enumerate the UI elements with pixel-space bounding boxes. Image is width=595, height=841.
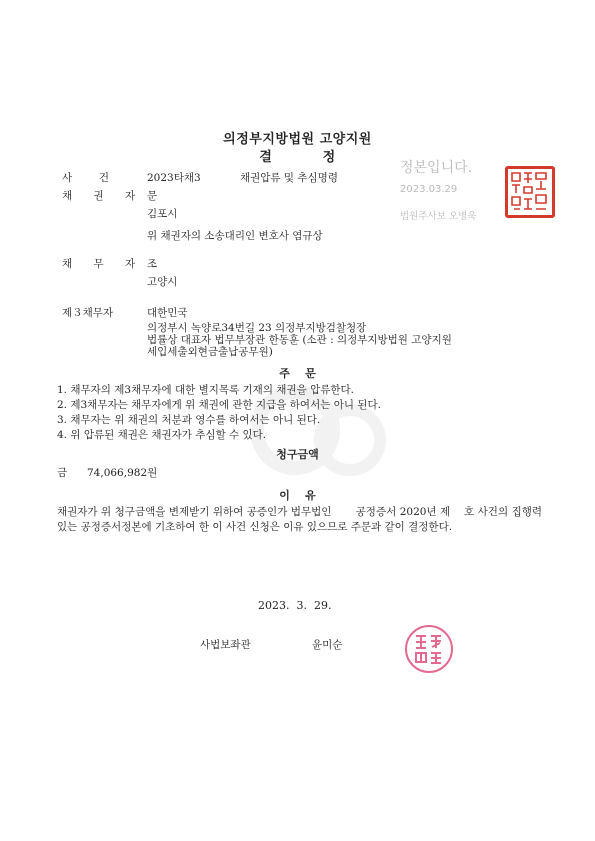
third-debtor-name: 대한민국 <box>147 307 188 319</box>
third-debtor-label: 제３채무자 <box>62 307 114 319</box>
signatory-title: 사법보좌관 <box>200 639 251 651</box>
reason-text: 채권자가 위 청구금액을 변제받기 위하여 공증인가 법무법인 공정증서 2020년 제 호 사건의 집행력 있는 공정증서정본에 기초하여 한 이 사건 신청은 이유 있으므로 주문과 같이 결정한다. <box>57 506 546 533</box>
court-seal-mark <box>508 169 552 215</box>
order-heading: 주 문 <box>279 367 316 380</box>
officer-seal <box>405 625 453 673</box>
claim-amount: 74,066,982원 <box>87 467 158 479</box>
creditor-label: 채 권 자 <box>62 190 145 202</box>
order-item: 2. 제3채무자는 채무자에게 위 채권에 관한 지급을 하여서는 아니 된다. <box>57 399 381 411</box>
order-item: 1. 채무자의 제3채무자에 대한 별지목록 기재의 채권을 압류한다. <box>57 384 354 396</box>
creditor-address: 김포시 <box>147 208 178 220</box>
order-item: 4. 위 압류된 채권은 채권자가 추심할 수 있다. <box>57 429 267 441</box>
decision-date: 2023. 3. 29. <box>258 599 332 612</box>
claim-label: 금 <box>57 467 68 479</box>
original-copy-date: 2023.03.29 <box>400 184 458 195</box>
third-debtor-address: 의정부시 녹양로34번길 23 의정부지방검찰청장 <box>147 322 367 334</box>
creditor-attorney: 위 채권자의 소송대리인 변호사 염규상 <box>147 230 323 242</box>
original-copy-stamp: 정본입니다. <box>400 160 473 176</box>
debtor-name: 조 <box>147 258 158 270</box>
case-name: 채권압류 및 추심명령 <box>240 172 338 184</box>
third-debtor-representative: 법률상 대표자 법무부장관 한동훈 (소관 : 의정부지방법원 고양지원 <box>147 334 452 346</box>
debtor-label: 채 무 자 <box>62 258 145 270</box>
reason-heading: 이 유 <box>279 489 316 502</box>
original-copy-clerk: 법원주사보 오병욱 <box>400 211 477 222</box>
officer-seal-mark <box>407 627 450 670</box>
third-debtor-representative-cont: 세입세출외현금출납공무원) <box>147 346 273 358</box>
signatory-name: 윤미순 <box>312 639 343 651</box>
claim-heading: 청구금액 <box>276 448 319 461</box>
case-label: 사 건 <box>62 172 109 184</box>
order-item: 3. 채무자는 위 채권의 처분과 영수를 하여서는 아니 된다. <box>57 414 321 426</box>
document-type: 결 정 <box>259 150 336 165</box>
debtor-address: 고양시 <box>147 276 178 288</box>
case-number: 2023타채3 <box>147 172 201 184</box>
court-seal <box>505 166 555 218</box>
creditor-name: 문 <box>147 190 158 202</box>
court-name: 의정부지방법원 고양지원 <box>223 132 372 147</box>
